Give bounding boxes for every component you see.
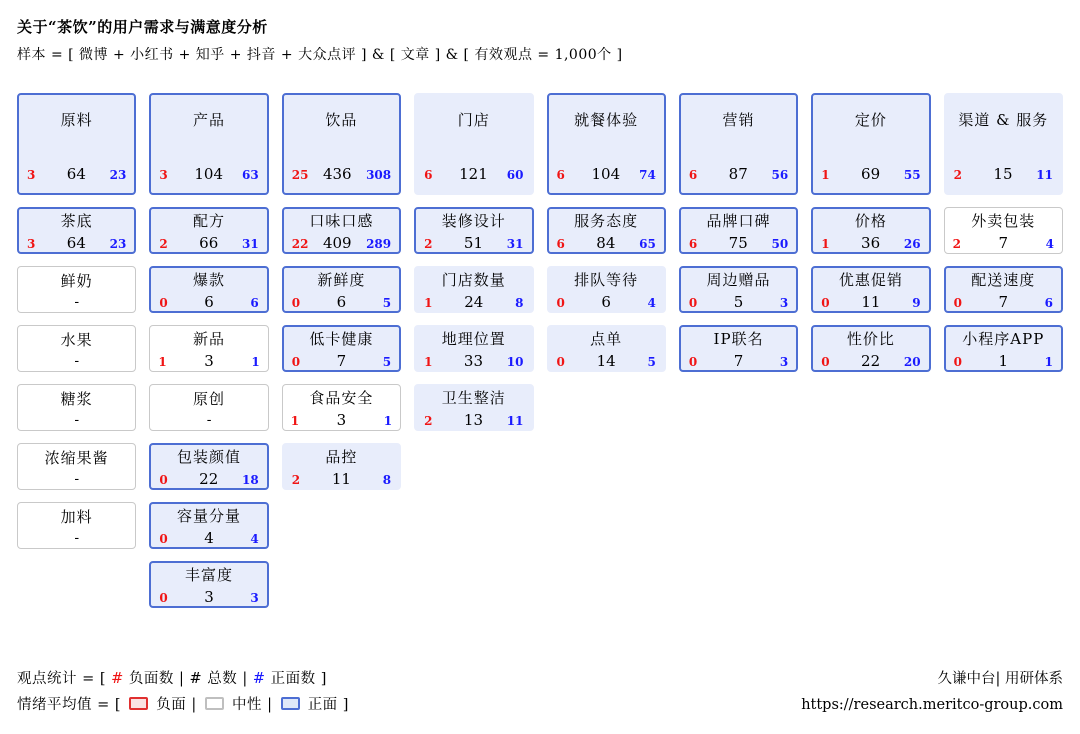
total-count: 66 [199, 233, 219, 252]
card-empty-value: - [206, 411, 212, 428]
card-label: 浓缩果酱 [44, 448, 109, 467]
card-label: 周边赠品 [706, 270, 771, 289]
card-stats [946, 165, 1061, 183]
category-card [282, 384, 401, 431]
card-stats [19, 234, 134, 252]
total-count: 3 [204, 351, 214, 370]
category-card [547, 93, 666, 195]
card-label: 服务态度 [574, 211, 639, 230]
total-count: 7 [998, 292, 1009, 311]
total-count: 75 [728, 233, 748, 252]
card-label: 排队等待 [574, 270, 639, 289]
card-label: 水果 [60, 330, 93, 349]
category-card [17, 384, 136, 431]
total-count: 7 [336, 351, 347, 370]
card-label: 门店 [457, 111, 490, 129]
card-label: 饮品 [325, 111, 358, 129]
total-count: 409 [322, 233, 352, 252]
negative-count: 1 [424, 354, 433, 369]
card-empty-value: - [74, 293, 80, 310]
card-label: 点单 [590, 329, 623, 348]
card-label: 品牌口碑 [706, 211, 771, 230]
card-stats [416, 293, 531, 311]
card-stats [813, 352, 928, 370]
total-count: 3 [336, 410, 347, 429]
negative-count: 2 [424, 236, 433, 251]
card-label: 卫生整洁 [441, 388, 506, 407]
card-stats [681, 165, 796, 183]
total-count: 121 [459, 165, 488, 183]
negative-count: 0 [159, 531, 168, 546]
total-count: 13 [463, 410, 483, 429]
category-card [414, 207, 533, 254]
positive-count: 5 [382, 354, 392, 369]
card-empty-value: - [74, 470, 80, 487]
category-card [282, 207, 401, 254]
positive-count: 9 [912, 295, 921, 310]
total-count: 69 [861, 165, 881, 183]
card-label: 口味口感 [309, 211, 374, 230]
category-card [17, 207, 136, 254]
total-count: 87 [728, 165, 748, 183]
card-stats [416, 234, 531, 252]
card-label: 容量分量 [177, 506, 242, 525]
negative-count: 0 [953, 354, 962, 369]
negative-count: 0 [159, 472, 168, 487]
total-count: 22 [861, 351, 881, 370]
card-stats [151, 234, 266, 252]
total-count: 14 [596, 351, 616, 370]
category-card [414, 266, 533, 313]
category-card [17, 93, 136, 195]
card-stats [681, 352, 796, 370]
legend-sentiment-average [17, 692, 349, 718]
legend2-suffix: ] [342, 697, 349, 713]
card-stats [813, 165, 928, 183]
card-stats [151, 293, 266, 311]
legend2-prefix: 情绪平均值 = [ [17, 697, 122, 713]
negative-count: 0 [688, 295, 698, 310]
card-stats [151, 588, 266, 606]
card-label: 渠道 & 服务 [958, 111, 1049, 129]
positive-count: 5 [382, 295, 392, 310]
total-count: 64 [66, 233, 86, 252]
legend1-divider2: | [242, 671, 248, 687]
positive-count: 65 [639, 236, 656, 251]
category-card [944, 93, 1063, 195]
legend2-divider1: | [191, 697, 197, 713]
category-card [811, 266, 930, 313]
positive-count: 31 [506, 236, 524, 251]
negative-count: 2 [424, 413, 433, 428]
card-label: 产品 [193, 111, 226, 129]
positive-count: 20 [903, 354, 921, 369]
card-label: 丰富度 [185, 565, 234, 584]
card-stats [813, 293, 928, 311]
positive-swatch-icon [281, 697, 300, 710]
negative-count: 0 [556, 354, 565, 369]
card-label: 外卖包装 [971, 211, 1036, 230]
card-label: 加料 [60, 507, 93, 526]
card-stats [945, 234, 1062, 252]
legend-opinion-counts [17, 666, 349, 692]
card-stats [151, 470, 266, 488]
category-card [679, 207, 798, 254]
page-title: 关于“茶饮”的用户需求与满意度分析 [17, 18, 268, 36]
positive-count: 56 [771, 168, 789, 182]
positive-count: 60 [506, 168, 524, 182]
card-label: 茶底 [60, 211, 93, 230]
negative-count: 0 [556, 295, 565, 310]
positive-count: 26 [903, 236, 921, 251]
credit-url: https://research.meritco-group.com [801, 697, 1063, 713]
total-count: 436 [322, 165, 352, 183]
card-grid [17, 93, 1063, 608]
category-card [149, 561, 268, 608]
positive-count: 308 [366, 168, 392, 182]
category-card [282, 266, 401, 313]
negative-count: 0 [821, 295, 830, 310]
category-card [944, 266, 1063, 313]
total-count: 24 [464, 292, 484, 311]
category-card [547, 266, 666, 313]
card-label: 优惠促销 [838, 270, 903, 289]
category-card [17, 502, 136, 549]
negative-count: 6 [424, 168, 433, 182]
card-label: 装修设计 [441, 211, 506, 230]
negative-count: 6 [688, 236, 698, 251]
category-card [149, 325, 268, 372]
negative-count: 2 [952, 236, 961, 251]
card-label: 配方 [193, 211, 226, 230]
positive-count: 11 [1036, 168, 1053, 182]
category-card [17, 325, 136, 372]
positive-count: 50 [771, 236, 789, 251]
total-count: 7 [733, 351, 744, 370]
card-stats [416, 352, 531, 370]
positive-count: 1 [383, 413, 393, 428]
legend1-prefix: 观点统计 = [ [17, 671, 107, 687]
card-label: 定价 [854, 111, 887, 129]
card-stats [284, 234, 399, 252]
card-empty-value: - [74, 411, 80, 428]
positive-count: 8 [382, 472, 392, 487]
positive-count: 10 [506, 354, 524, 369]
card-label: 性价比 [846, 329, 895, 348]
legend1-suffix: ] [320, 671, 327, 687]
total-count: 104 [591, 165, 621, 183]
credit-org: 久谦中台| 用研体系 [937, 671, 1063, 687]
legend1-total-label: 总数 [207, 671, 238, 687]
card-empty-value: - [74, 529, 80, 546]
card-stats [549, 352, 664, 370]
legend2-divider2: | [267, 697, 273, 713]
neutral-swatch-icon [205, 697, 224, 710]
negative-count: 6 [556, 168, 565, 182]
negative-count: 0 [688, 354, 698, 369]
positive-count: 289 [366, 236, 392, 251]
positive-count: 55 [903, 168, 921, 182]
card-stats [813, 234, 928, 252]
total-count: 11 [331, 469, 351, 488]
card-stats [549, 293, 664, 311]
total-count: 15 [993, 165, 1013, 183]
negative-count: 22 [291, 236, 309, 251]
card-stats [151, 529, 266, 547]
card-label: 新品 [193, 329, 226, 348]
card-stats [150, 352, 267, 370]
category-card [811, 325, 930, 372]
negative-count: 3 [27, 168, 36, 182]
positive-count: 3 [250, 590, 259, 605]
card-label: 小程序APP [962, 329, 1045, 348]
negative-count: 2 [159, 236, 168, 251]
positive-count: 4 [250, 531, 259, 546]
positive-count: 8 [515, 295, 524, 310]
positive-count: 1 [1044, 354, 1053, 369]
legend2-neg-label: 负面 [156, 697, 187, 713]
total-count: 51 [463, 233, 483, 252]
negative-count: 0 [291, 295, 301, 310]
total-count: 5 [733, 292, 744, 311]
card-stats [284, 470, 399, 488]
positive-count: 31 [242, 236, 259, 251]
category-card [547, 207, 666, 254]
footer [17, 666, 1063, 718]
card-label: 门店数量 [441, 270, 506, 289]
negative-count: 0 [821, 354, 830, 369]
total-count: 36 [861, 233, 881, 252]
total-count: 3 [204, 587, 214, 606]
card-stats [19, 165, 134, 183]
card-stats [416, 165, 531, 183]
total-count: 33 [463, 351, 483, 370]
category-card [679, 266, 798, 313]
category-card [944, 325, 1063, 372]
category-card [282, 443, 401, 490]
card-stats [416, 411, 531, 429]
card-stats [284, 293, 399, 311]
card-label: 地理位置 [441, 329, 506, 348]
total-count: 84 [596, 233, 616, 252]
card-label: 营销 [722, 111, 755, 129]
category-card [17, 443, 136, 490]
card-stats [946, 293, 1061, 311]
total-count: 1 [998, 351, 1009, 370]
category-card [811, 207, 930, 254]
category-card [679, 93, 798, 195]
negative-count: 1 [424, 295, 433, 310]
positive-count: 3 [779, 295, 789, 310]
negative-hash-icon: # [111, 671, 124, 687]
legend1-neg-label: 负面数 [128, 671, 174, 687]
card-stats [681, 293, 796, 311]
category-card [547, 325, 666, 372]
negative-count: 1 [290, 413, 300, 428]
positive-count: 6 [250, 295, 259, 310]
total-count: 6 [601, 292, 611, 311]
card-label: 品控 [325, 447, 358, 466]
negative-count: 3 [159, 168, 168, 182]
total-count: 11 [861, 292, 881, 311]
total-count: 7 [998, 233, 1009, 252]
category-card [149, 384, 268, 431]
negative-count: 1 [158, 354, 167, 369]
card-label: 就餐体验 [574, 111, 639, 129]
legend2-pos-label: 正面 [307, 697, 338, 713]
negative-count: 1 [821, 236, 830, 251]
positive-count: 1 [251, 354, 260, 369]
card-label: 新鲜度 [317, 270, 366, 289]
negative-swatch-icon [129, 697, 148, 710]
positive-count: 23 [109, 168, 127, 182]
total-count: 6 [336, 292, 347, 311]
positive-count: 6 [1044, 295, 1053, 310]
category-card [414, 384, 533, 431]
category-card [149, 266, 268, 313]
credits [801, 666, 1063, 718]
category-card [149, 502, 268, 549]
card-label: 价格 [854, 211, 887, 230]
category-card [414, 93, 533, 195]
card-label: 原料 [60, 111, 93, 129]
card-stats [549, 234, 664, 252]
positive-count: 18 [242, 472, 259, 487]
card-stats [283, 411, 400, 429]
total-count: 6 [204, 292, 214, 311]
card-stats [151, 165, 266, 183]
total-count: 64 [66, 165, 86, 183]
negative-count: 2 [291, 472, 301, 487]
total-count: 4 [204, 528, 214, 547]
negative-count: 2 [953, 168, 962, 182]
sample-definition: 样本 = [ 微博 + 小红书 + 知乎 + 抖音 + 大众点评 ] & [ 文章 ] & [ 有效观点 = 1,000个 ] [17, 47, 623, 63]
card-stats [284, 352, 399, 370]
legend [17, 666, 349, 718]
positive-count: 5 [647, 354, 656, 369]
negative-count: 0 [291, 354, 301, 369]
category-card [414, 325, 533, 372]
legend1-divider1: | [179, 671, 185, 687]
negative-count: 0 [159, 295, 168, 310]
card-label: 低卡健康 [309, 329, 374, 348]
card-label: 原创 [193, 389, 226, 408]
positive-count: 63 [242, 168, 259, 182]
card-stats [946, 352, 1061, 370]
card-label: 配送速度 [971, 270, 1036, 289]
card-empty-value: - [74, 352, 80, 369]
category-card [944, 207, 1063, 254]
positive-count: 23 [109, 236, 127, 251]
positive-hash-icon: # [252, 671, 266, 687]
card-label: 食品安全 [309, 388, 374, 407]
negative-count: 0 [159, 590, 168, 605]
positive-count: 74 [639, 168, 656, 182]
negative-count: 3 [27, 236, 36, 251]
total-hash-icon: # [189, 671, 203, 687]
card-stats [284, 165, 399, 183]
category-card [679, 325, 798, 372]
total-count: 104 [194, 165, 224, 183]
category-card [149, 93, 268, 195]
negative-count: 6 [688, 168, 698, 182]
negative-count: 25 [291, 168, 309, 182]
positive-count: 4 [1045, 236, 1054, 251]
category-card [811, 93, 930, 195]
positive-count: 3 [779, 354, 789, 369]
card-label: 鲜奶 [60, 271, 93, 290]
legend1-pos-label: 正面数 [270, 671, 316, 687]
negative-count: 0 [953, 295, 962, 310]
card-label: 爆款 [193, 270, 226, 289]
legend2-neu-label: 中性 [231, 697, 262, 713]
card-label: IP联名 [713, 329, 764, 348]
positive-count: 11 [506, 413, 524, 428]
card-stats [681, 234, 796, 252]
category-card [149, 443, 268, 490]
category-card [149, 207, 268, 254]
positive-count: 4 [647, 295, 656, 310]
negative-count: 1 [821, 168, 830, 182]
card-label: 糖浆 [60, 389, 93, 408]
negative-count: 6 [556, 236, 565, 251]
card-stats [549, 165, 664, 183]
category-card [17, 266, 136, 313]
category-card [282, 325, 401, 372]
category-card [282, 93, 401, 195]
card-label: 包装颜值 [177, 447, 242, 466]
total-count: 22 [199, 469, 219, 488]
